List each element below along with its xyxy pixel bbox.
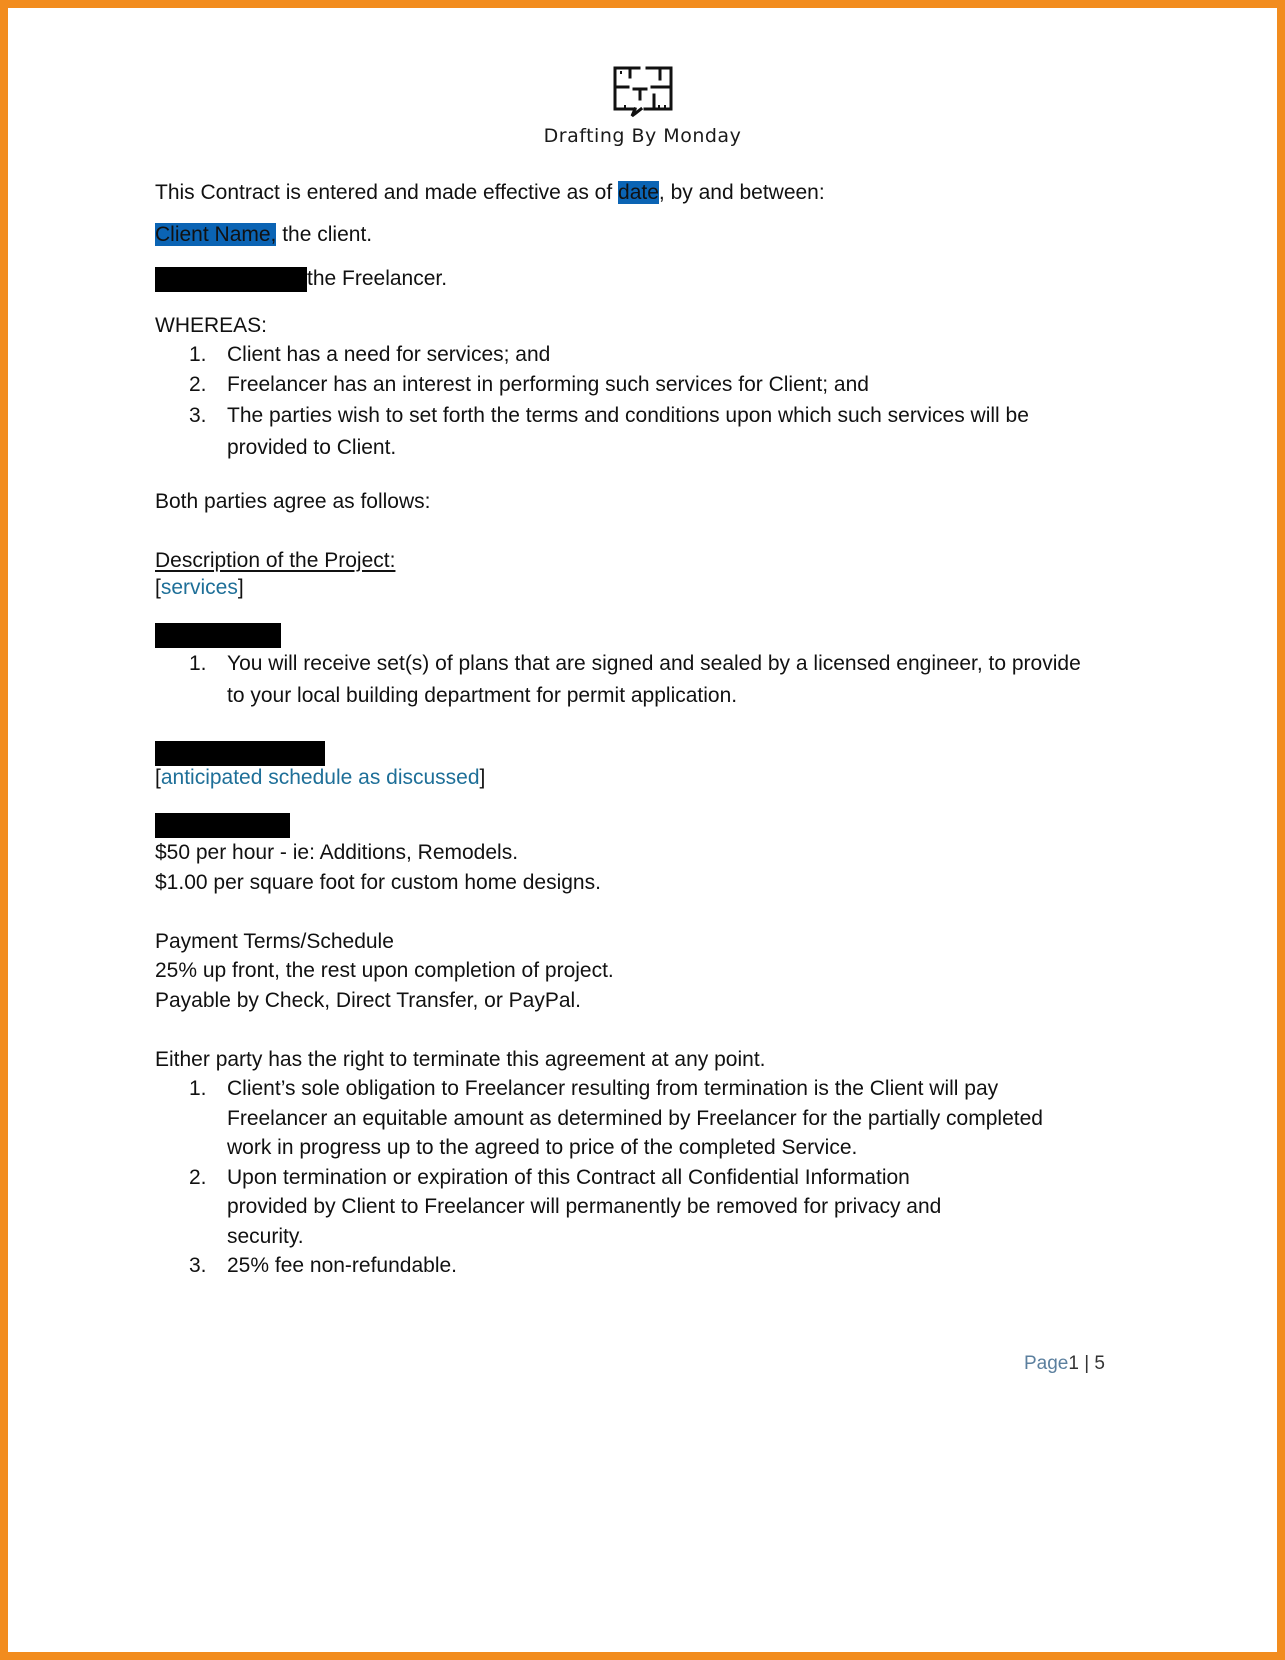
list-text: 25% fee non-refundable.	[227, 1254, 458, 1277]
services-field[interactable]: services	[160, 576, 238, 599]
list-item	[155, 1074, 1085, 1163]
list-number: 1.	[189, 343, 207, 366]
redacted-heading-3	[155, 810, 290, 840]
bracket-close: ]	[479, 766, 486, 789]
list-item	[155, 340, 1095, 370]
list-number: 3.	[189, 404, 207, 427]
payment-line-2: Payable by Check, Direct Transfer, or PayPal.	[155, 989, 582, 1012]
freelancer-line	[155, 264, 447, 294]
page-total: 5	[1094, 1353, 1105, 1374]
list-text: Client’s sole obligation to Freelancer resulting from termination is the Client will pay Freelancer an equitable amount as determined by Freelancer for the partially completed work in progress up to the agreed to price of the completed Service.	[227, 1077, 1043, 1159]
termination-intro: Either party has the right to terminate this agreement at any point.	[155, 1048, 766, 1071]
list-text: Freelancer has an interest in performing such services for Client; and	[227, 373, 869, 396]
payment-heading: Payment Terms/Schedule	[155, 930, 394, 953]
list-number: 2.	[189, 373, 207, 396]
date-field[interactable]: date	[618, 181, 659, 204]
list-item	[155, 648, 1095, 712]
page-footer	[1024, 1353, 1105, 1375]
deliverables-list	[155, 648, 1095, 712]
whereas-heading: WHEREAS:	[155, 314, 268, 337]
services-line	[155, 573, 244, 603]
whereas-list	[155, 340, 1095, 464]
list-number: 3.	[189, 1254, 207, 1277]
client-line	[155, 220, 372, 250]
intro-before: This Contract is entered and made effective as of	[155, 181, 619, 204]
page-separator: |	[1078, 1353, 1095, 1374]
page-current: 1	[1068, 1353, 1079, 1374]
list-item	[155, 370, 1095, 400]
redacted-heading-1	[155, 620, 281, 650]
bracket-open: [	[155, 576, 161, 599]
redaction-bar	[155, 267, 307, 292]
schedule-field[interactable]: anticipated schedule as discussed	[160, 766, 480, 789]
list-item	[155, 1163, 1085, 1252]
schedule-line	[155, 763, 485, 793]
list-number: 1.	[189, 652, 207, 675]
floor-plan-icon	[612, 65, 674, 119]
termination-list	[155, 1074, 1085, 1281]
brand-name: Drafting By Monday	[543, 125, 742, 147]
bracket-close: ]	[237, 576, 244, 599]
client-line-rest: the client.	[276, 223, 373, 246]
list-text: You will receive set(s) of plans that are signed and sealed by a licensed engineer, to provide to your local building department for permit application.	[227, 652, 1081, 707]
list-item	[155, 400, 1095, 464]
bracket-open: [	[155, 766, 161, 789]
intro-line	[155, 178, 825, 208]
list-number: 2.	[189, 1165, 207, 1189]
list-text: Client has a need for services; and	[227, 343, 551, 366]
list-item	[155, 1251, 1085, 1281]
project-heading: Description of the Project:	[155, 549, 396, 572]
list-text: The parties wish to set forth the terms and conditions upon which such services will be provided to Client.	[227, 404, 1029, 459]
rate-square-foot: $1.00 per square foot for custom home designs.	[155, 871, 601, 894]
page-label: Page	[1023, 1353, 1069, 1374]
agree-line: Both parties agree as follows:	[155, 490, 431, 513]
company-logo	[8, 65, 1277, 147]
redaction-bar	[155, 623, 281, 648]
redaction-bar	[155, 813, 290, 838]
payment-line-1: 25% up front, the rest upon completion of project.	[155, 959, 614, 982]
client-name-field[interactable]: Client Name,	[155, 223, 277, 246]
list-number: 1.	[189, 1077, 207, 1100]
intro-after: , by and between:	[658, 181, 825, 204]
list-text: Upon termination or expiration of this Contract all Confidential Information provided by Client to Freelancer will permanently be removed for privacy and security.	[227, 1165, 942, 1248]
rate-hourly: $50 per hour - ie: Additions, Remodels.	[155, 841, 519, 864]
freelancer-line-rest: the Freelancer.	[307, 267, 448, 290]
